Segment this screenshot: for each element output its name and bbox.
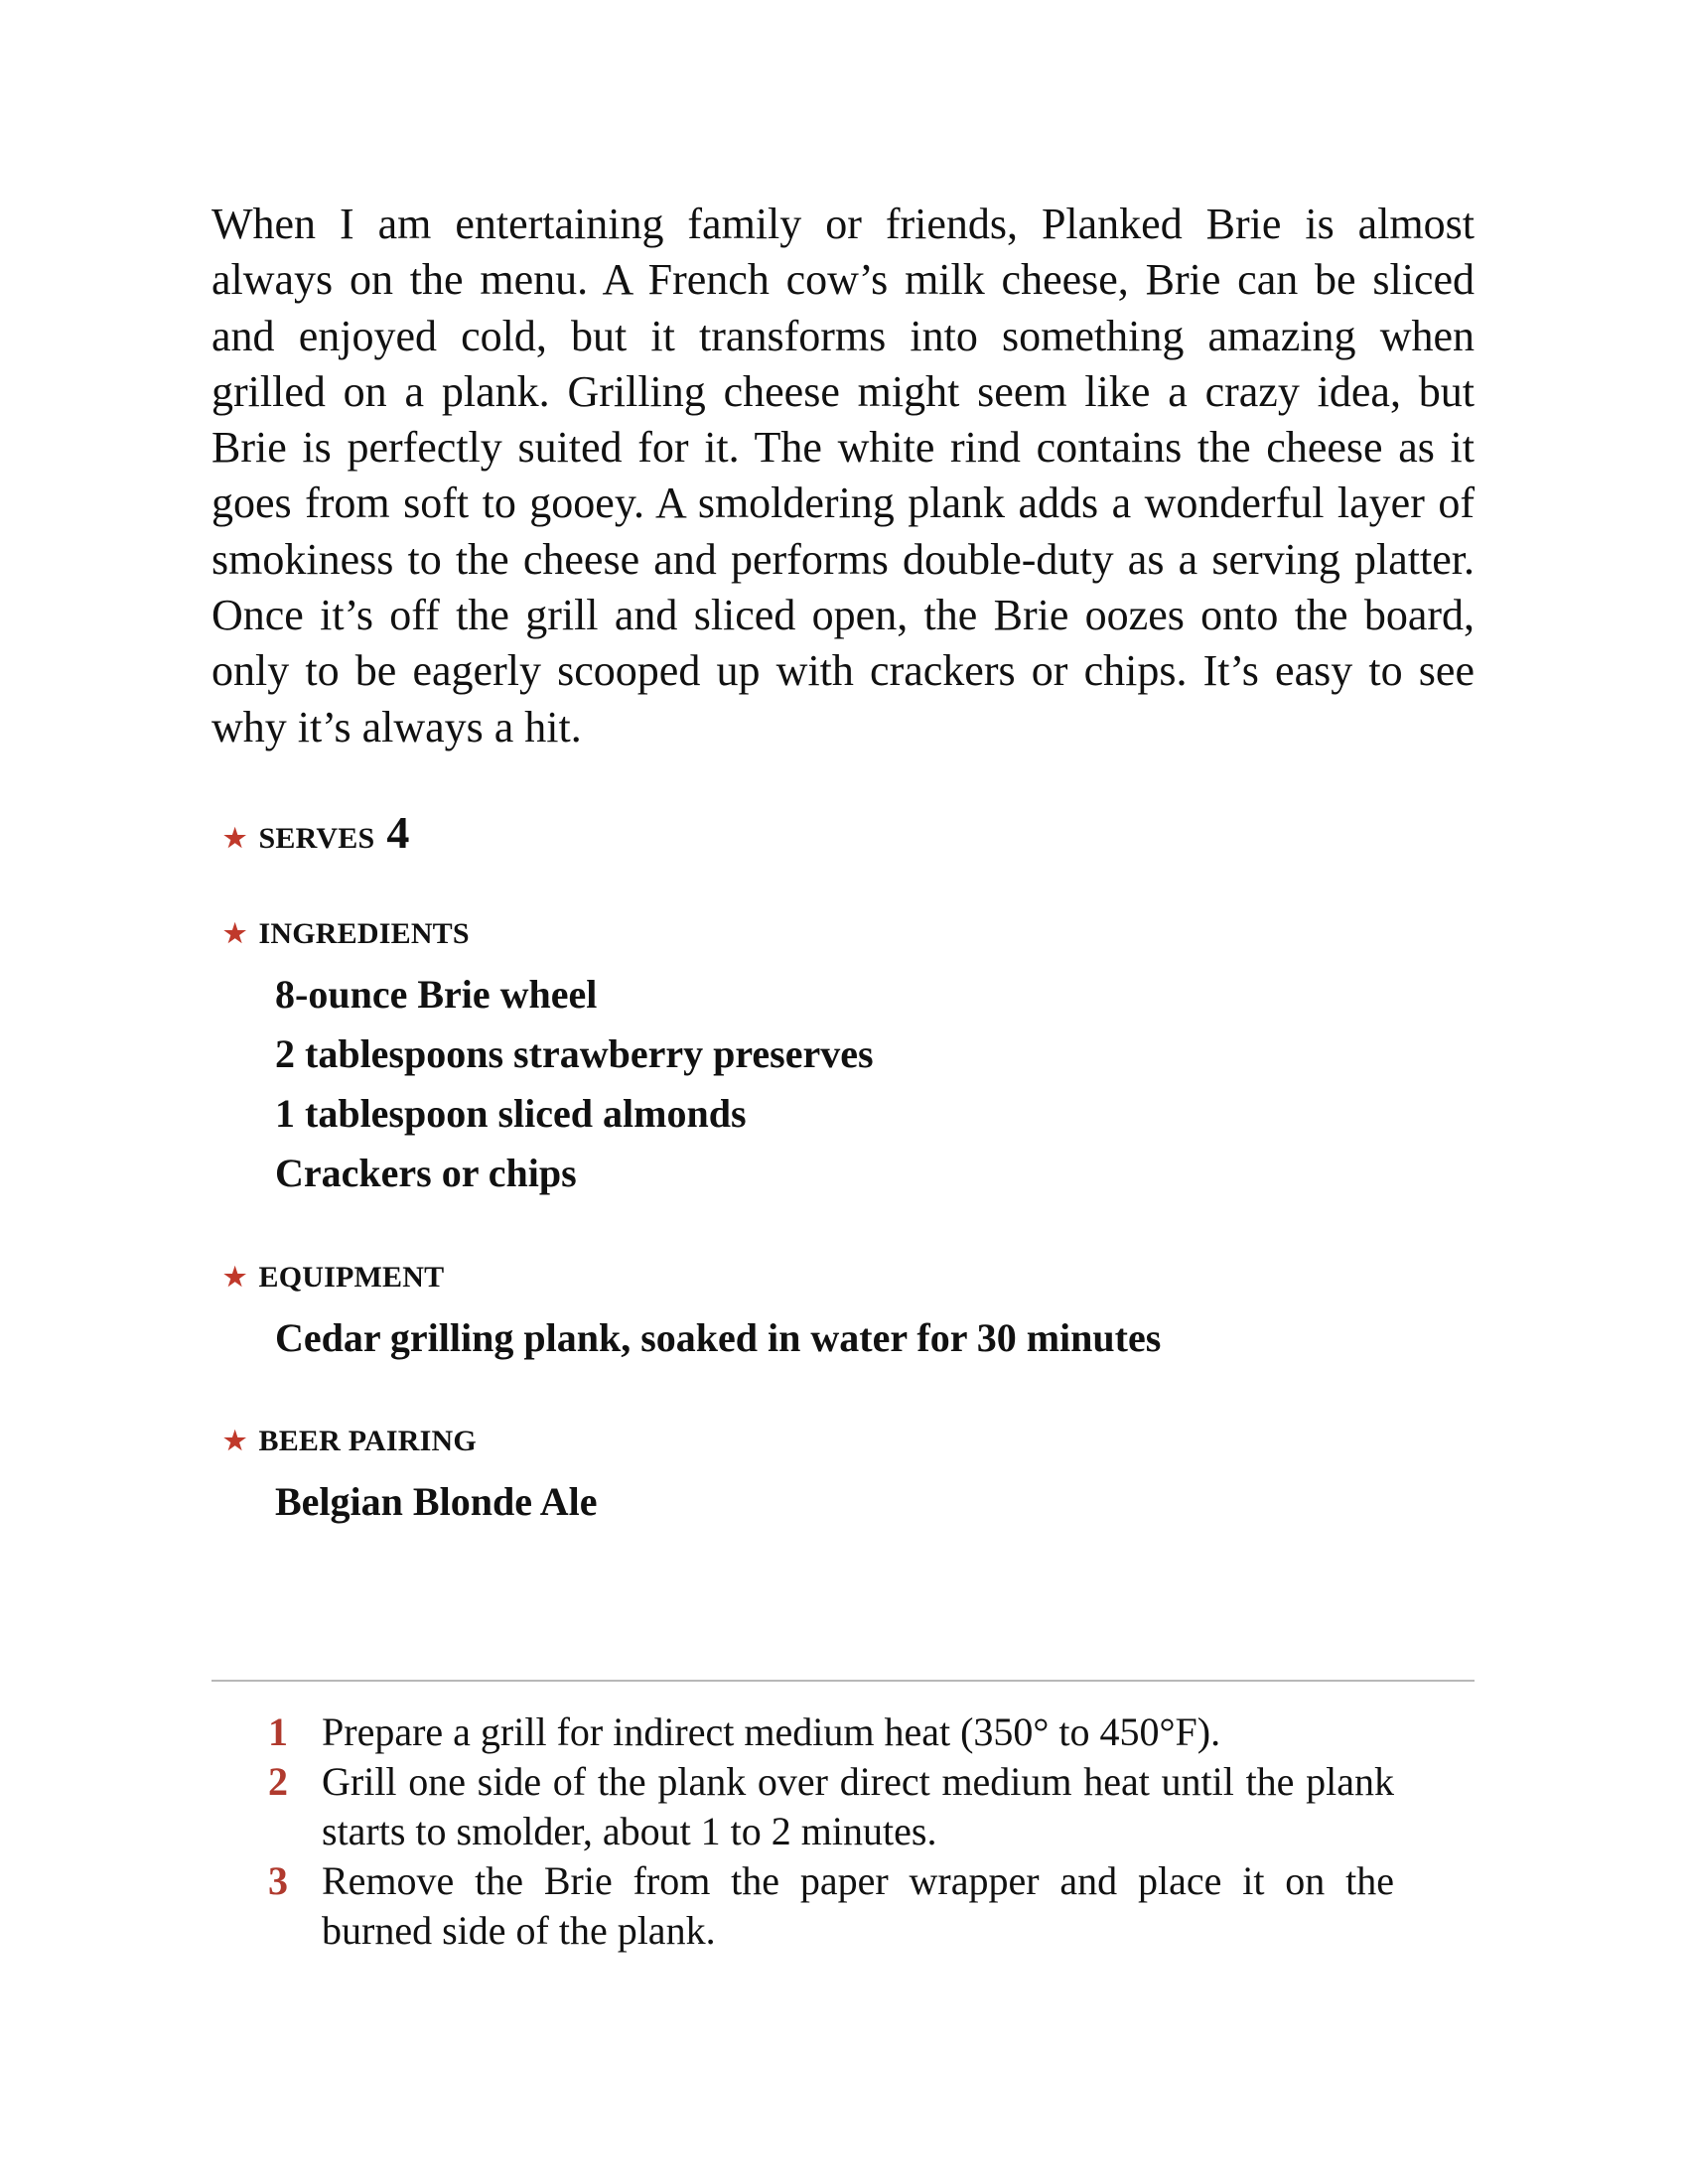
instructions-list — [268, 1707, 1394, 1956]
equipment-list — [275, 1308, 1161, 1368]
intro-paragraph: When I am entertaining family or friends, Planked Brie is almost always on the menu. A French cow’s milk cheese, Brie can be sliced and enjoyed cold, but it transforms into something amazing when grilled on a plank. Grilling cheese might seem like a crazy idea, but Brie is perfectly suited for it. The white rind contains the cheese as it goes from soft to gooey. A smoldering plank adds a wonderful layer of smokiness to the cheese and performs double-duty as a serving platter. Once it’s off the grill and sliced open, the Brie oozes onto the board, only to be eagerly scooped up with crackers or chips. It’s easy to see why it’s always a hit. — [211, 200, 1475, 751]
beer-pairing-item: Belgian Blonde Ale — [275, 1479, 598, 1524]
equipment-heading — [223, 1261, 444, 1295]
step-text: Prepare a grill for indirect medium heat (350° to 450°F). — [322, 1709, 1221, 1754]
step-number: 3 — [268, 1858, 288, 1903]
equipment-section — [223, 1261, 1162, 1360]
serves-section — [223, 806, 410, 859]
ingredient-item: 2 tablespoons strawberry preserves — [275, 1031, 874, 1076]
ingredients-label: INGREDIENTS — [258, 917, 470, 950]
serves-value: 4 — [386, 807, 410, 858]
ingredients-section — [223, 917, 874, 1195]
ingredient-item: 8-ounce Brie wheel — [275, 972, 598, 1017]
star-icon: ★ — [223, 1427, 247, 1455]
star-icon: ★ — [223, 919, 247, 948]
star-icon: ★ — [223, 824, 247, 853]
instruction-step — [268, 1757, 1394, 1856]
beer-pairing-section — [223, 1425, 598, 1524]
ingredient-item: 1 tablespoon sliced almonds — [275, 1091, 747, 1136]
section-divider — [211, 1680, 1475, 1682]
star-icon: ★ — [223, 1263, 247, 1292]
instruction-step — [268, 1856, 1394, 1956]
step-text: Remove the Brie from the paper wrapper and place it on the burned side of the plank. — [322, 1858, 1394, 1953]
beer-pairing-label: BEER PAIRING — [258, 1425, 477, 1457]
step-text: Grill one side of the plank over direct medium heat until the plank starts to smolder, about 1 to 2 minutes. — [322, 1759, 1394, 1853]
beer-pairing-list — [275, 1472, 598, 1532]
step-number: 1 — [268, 1709, 288, 1754]
instruction-step — [268, 1707, 1394, 1757]
beer-pairing-heading — [223, 1425, 477, 1458]
step-number: 2 — [268, 1759, 288, 1804]
equipment-item: Cedar grilling plank, soaked in water for 30 minutes — [275, 1315, 1162, 1360]
serves-heading — [223, 806, 410, 859]
ingredients-heading — [223, 917, 470, 951]
equipment-label: EQUIPMENT — [258, 1261, 445, 1294]
serves-label: SERVES — [258, 822, 375, 855]
ingredients-list — [275, 965, 874, 1203]
ingredient-item: Crackers or chips — [275, 1151, 577, 1195]
